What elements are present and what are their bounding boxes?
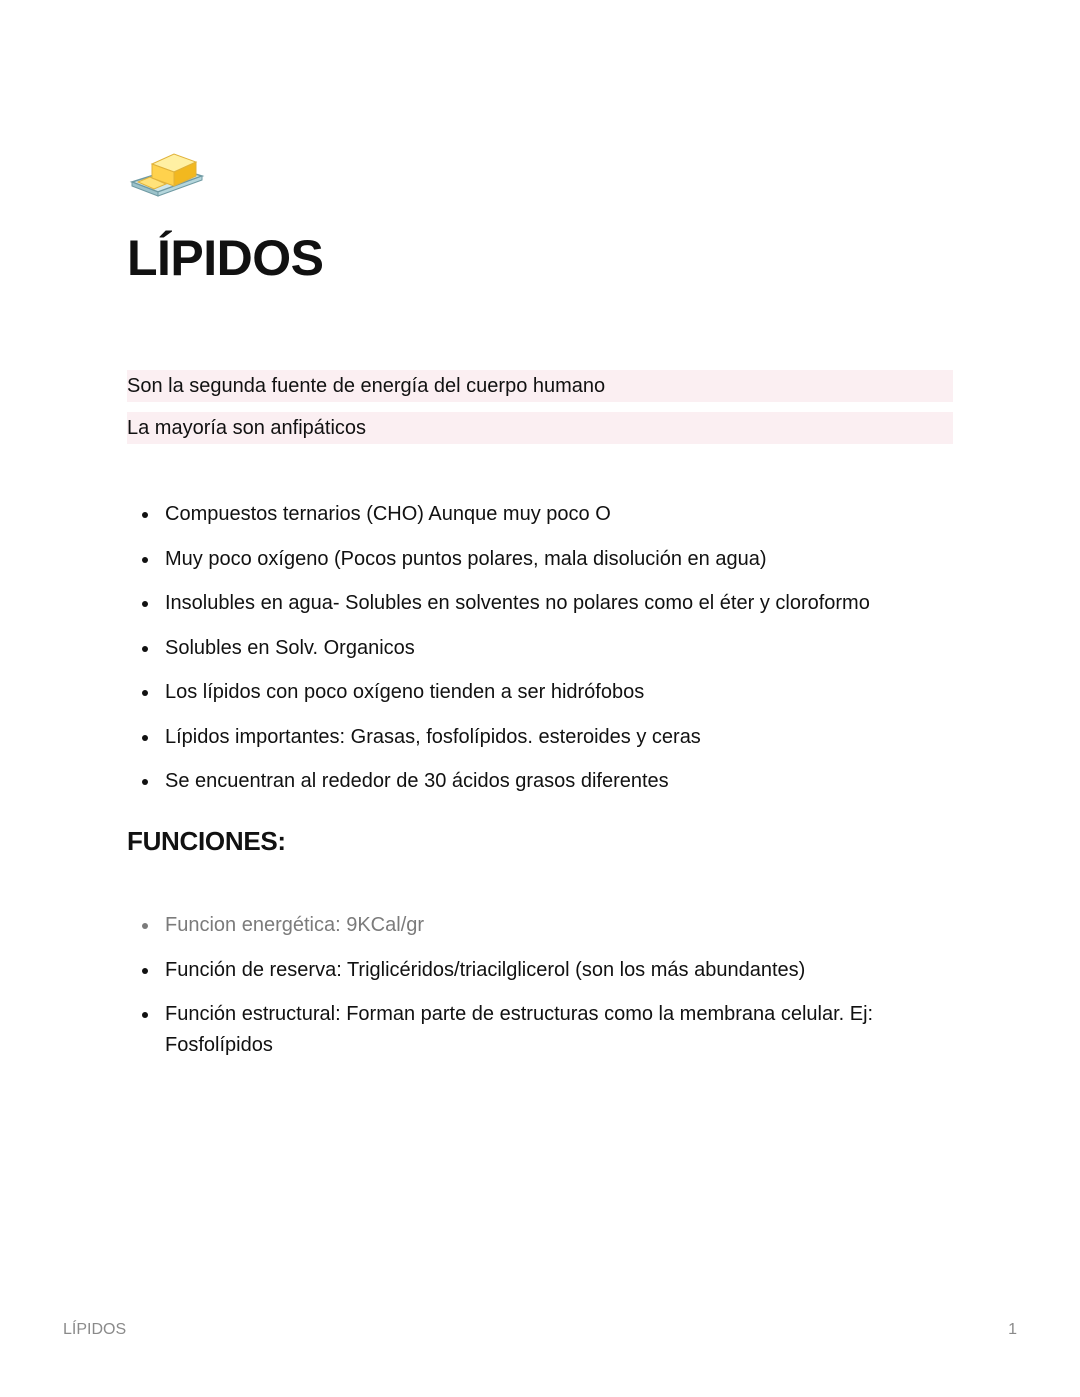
list-item-text: Insolubles en agua- Solubles en solventes no polares como el éter y cloroformo xyxy=(165,592,870,614)
list-item xyxy=(127,633,927,664)
list-item-text: Se encuentran al rededor de 30 ácidos grasos diferentes xyxy=(165,770,669,792)
properties-list xyxy=(127,499,927,811)
bullet-icon xyxy=(142,601,148,607)
bullet-icon xyxy=(142,512,148,518)
footer-title: LÍPIDOS xyxy=(63,1321,127,1338)
functions-heading: FUNCIONES: xyxy=(127,826,286,856)
bullet-icon xyxy=(142,557,148,563)
butter-icon xyxy=(128,146,206,204)
bullet-icon xyxy=(142,735,148,741)
list-item-text: Muy poco oxígeno (Pocos puntos polares, mala disolución en agua) xyxy=(165,547,767,570)
list-item-text: Función estructural: Forman parte de estructuras como la membrana celular. Ej: Fosfolípidos xyxy=(165,1003,874,1056)
list-item xyxy=(127,499,927,530)
list-item-text: Función de reserva: Triglicéridos/triacilglicerol (son los más abundantes) xyxy=(165,958,806,981)
page-title: LÍPIDOS xyxy=(127,230,324,286)
bullet-icon xyxy=(142,779,148,785)
list-item-text: Compuestos ternarios (CHO) Aunque muy poco O xyxy=(165,503,611,525)
functions-list xyxy=(127,910,927,1075)
bullet-icon xyxy=(142,968,148,974)
callout-amphipathic: La mayoría son anfipáticos xyxy=(127,412,953,444)
list-item xyxy=(127,999,927,1061)
bullet-icon xyxy=(142,646,148,652)
callout-energy-source: Son la segunda fuente de energía del cuerpo humano xyxy=(127,370,953,402)
list-item xyxy=(127,955,927,986)
list-item-text: Los lípidos con poco oxígeno tienden a ser hidrófobos xyxy=(165,681,645,703)
list-item xyxy=(127,677,927,708)
list-item-text: Lípidos importantes: Grasas, fosfolípidos. esteroides y ceras xyxy=(165,725,701,748)
list-item xyxy=(127,766,927,797)
list-item xyxy=(127,544,927,575)
list-item xyxy=(127,588,927,619)
bullet-icon xyxy=(142,1012,148,1018)
bullet-icon xyxy=(142,923,148,929)
footer-page-number: 1 xyxy=(1008,1321,1017,1338)
bullet-icon xyxy=(142,690,148,696)
list-item-text: Solubles en Solv. Organicos xyxy=(165,636,415,659)
list-item xyxy=(127,722,927,753)
list-item xyxy=(127,910,927,941)
list-item-text: Funcion energética: 9KCal/gr xyxy=(165,914,425,936)
